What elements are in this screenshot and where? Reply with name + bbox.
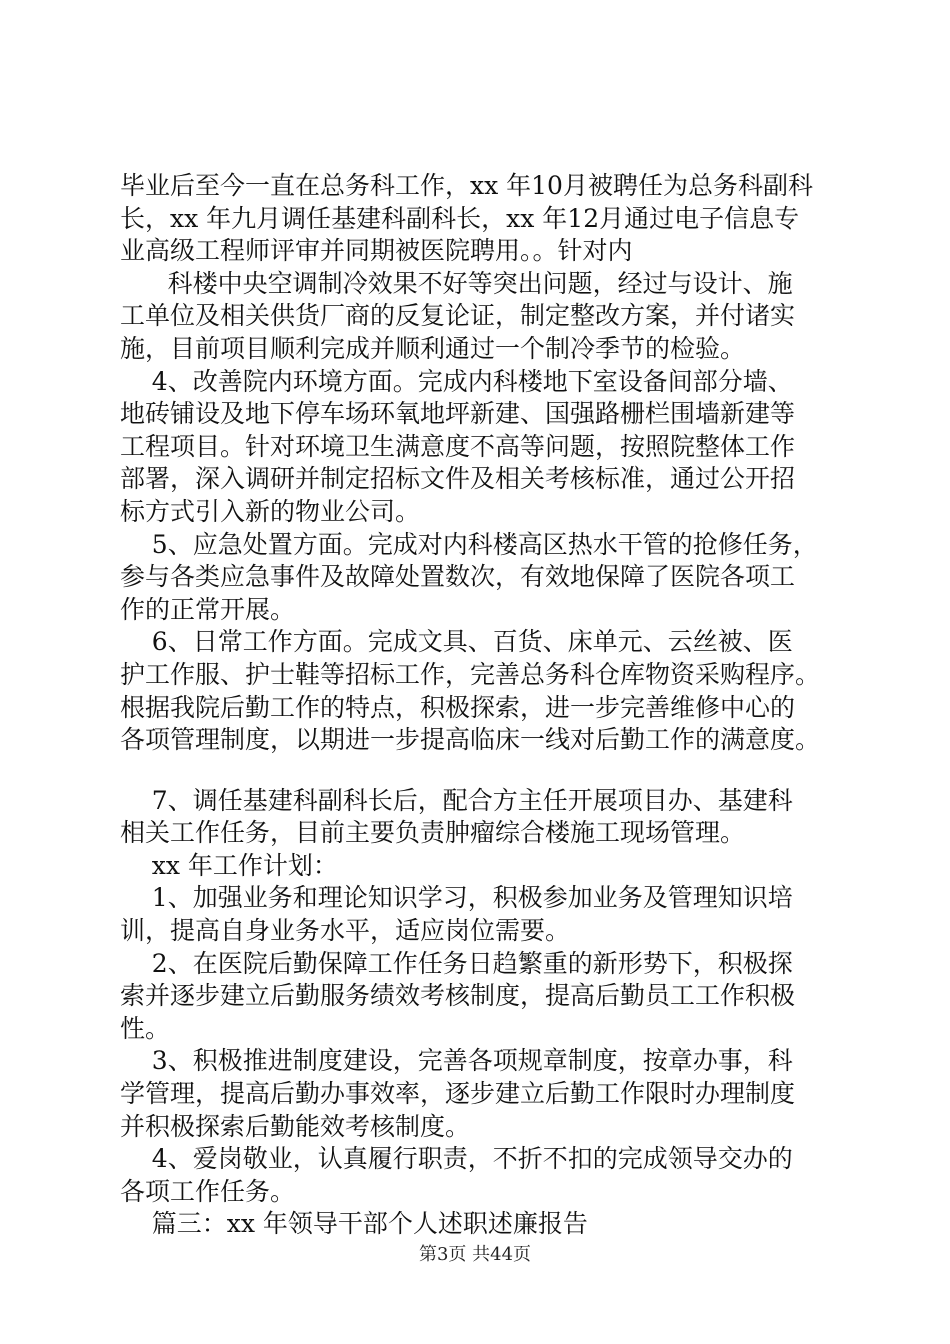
text-line: 根据我院后勤工作的特点，积极探索，进一步完善维修中心的 [120, 692, 796, 722]
text-line: 工单位及相关供货厂商的反复论证，制定整改方案，并付诸实 [120, 301, 796, 331]
paragraph-gap [120, 757, 840, 785]
text-line: 4、改善院内环境方面。完成内科楼地下室设备间部分墙、 [120, 366, 793, 396]
text-line: 标方式引入新的物业公司。 [120, 496, 421, 526]
text-line: 6、日常工作方面。完成文具、百货、床单元、云丝被、医 [120, 627, 793, 657]
text-line: 作的正常开展。 [120, 594, 296, 624]
text-line: 相关工作任务，目前主要负责肿瘤综合楼施工现场管理。 [120, 818, 746, 848]
text-line: 地砖铺设及地下停车场环氧地坪新建、国强路栅栏围墙新建等 [120, 399, 796, 429]
text-line: 各项管理制度，以期进一步提高临床一线对后勤工作的满意度。 [120, 725, 821, 755]
text-line: 各项工作任务。 [120, 1176, 296, 1206]
text-line: 工程项目。针对环境卫生满意度不高等问题，按照院整体工作 [120, 431, 796, 461]
text-line: 部署，深入调研并制定招标文件及相关考核标准，通过公开招 [120, 464, 796, 494]
document-body [120, 170, 840, 1241]
text-line: 训，提高自身业务水平，适应岗位需要。 [120, 916, 571, 946]
text-line: 参与各类应急事件及故障处置数次，有效地保障了医院各项工 [120, 562, 796, 592]
text-line: 2、在医院后勤保障工作任务日趋繁重的新形势下，积极探 [120, 948, 793, 978]
text-line: 并积极探索后勤能效考核制度。 [120, 1111, 471, 1141]
text-line: 4、爱岗敬业，认真履行职责，不折不扣的完成领导交办的 [120, 1144, 793, 1174]
text-line: 性。 [120, 1013, 171, 1043]
text-line: 科楼中央空调制冷效果不好等突出问题，经过与设计、施 [120, 268, 793, 298]
text-line: 7、调任基建科副科长后，配合方主任开展项目办、基建科 [120, 785, 793, 815]
section-heading: 篇三：xx 年领导干部个人述职述廉报告 [120, 1209, 588, 1239]
text-line: 施，目前项目顺利完成并顺利通过一个制冷季节的检验。 [120, 333, 746, 363]
text-line: 业高级工程师评审并同期被医院聘用。。针对内 [120, 236, 633, 266]
text-line: 学管理，提高后勤办事效率，逐步建立后勤工作限时办理制度 [120, 1079, 796, 1109]
text-line: 长，xx 年九月调任基建科副科长，xx 年12月通过电子信息专 [120, 203, 800, 233]
text-line: xx 年工作计划： [120, 850, 338, 880]
text-line: 5、应急处置方面。完成对内科楼高区热水干管的抢修任务， [120, 529, 818, 559]
text-line: 护工作服、护士鞋等招标工作，完善总务科仓库物资采购程序。 [120, 659, 821, 689]
text-line: 1、加强业务和理论知识学习，积极参加业务及管理知识培 [120, 883, 793, 913]
text-line: 索并逐步建立后勤服务绩效考核制度，提高后勤员工工作积极 [120, 981, 796, 1011]
text-line: 毕业后至今一直在总务科工作，xx 年10月被聘任为总务科副科 [120, 171, 813, 200]
page-number-footer: 第3页 共44页 [418, 1244, 532, 1265]
text-line: 3、积极推进制度建设，完善各项规章制度，按章办事，科 [120, 1046, 793, 1076]
